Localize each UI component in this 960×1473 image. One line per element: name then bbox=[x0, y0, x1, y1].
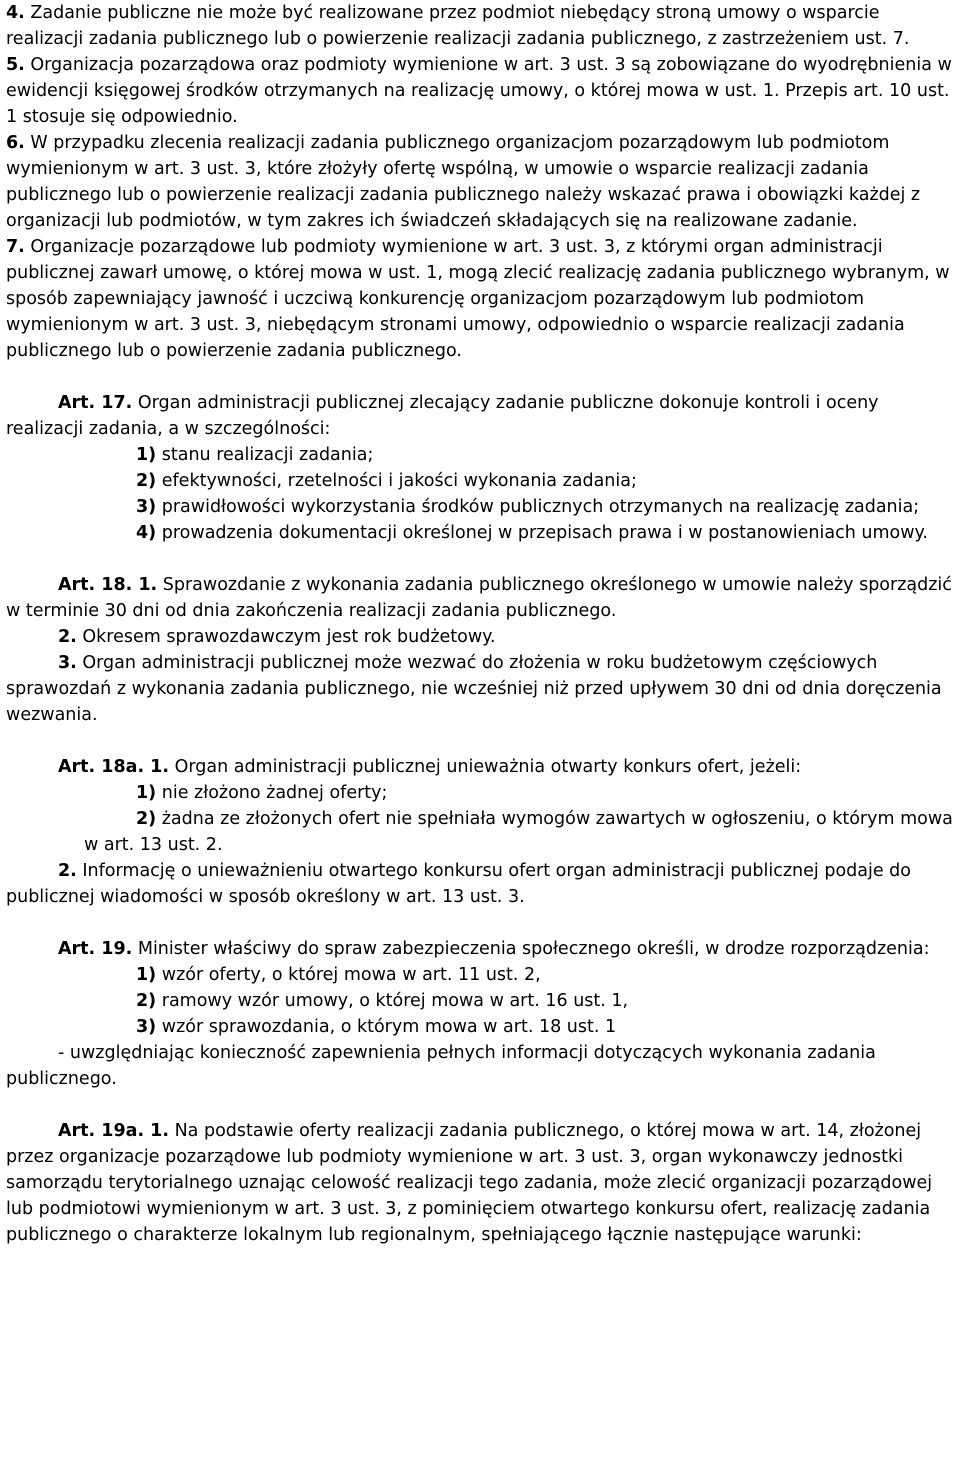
article-19a bbox=[6, 1118, 954, 1248]
article-text: Na podstawie oferty realizacji zadania publicznego, o której mowa w art. 14, złożonej przez organizacje pozarządowe lub podmioty wymienione w art. 3 ust. 3, organ wykonawczy jednostki samorządu terytorialnego uznając celowość realizacji tego zadania, może zlecić organizacji pozarządowej lub podmiotowi wymienionym w art. 3 ust. 3, z pominięciem otwartego konkursu ofert, realizację zadania publicznego o charakterze lokalnym lub regionalnym, spełniającego łącznie następujące warunki: bbox=[6, 1121, 933, 1245]
list-item: 1) nie złożono żadnej oferty; bbox=[136, 783, 388, 803]
article-label: Art. 18. 1. bbox=[58, 575, 158, 595]
list-item: 3) wzór sprawozdania, o którym mowa w art. 18 ust. 1 bbox=[136, 1017, 617, 1037]
paragraph-text: W przypadku zlecenia realizacji zadania publicznego organizacjom pozarządowym lub podmiotom wymienionym w art. 3 ust. 3, które złożyły ofertę wspólną, w umowie o wsparcie realizacji zadania publicznego lub o powierzenie realizacji zadania publicznego należy wskazać prawa i obowiązki każdej z organizacji lub podmiotów, w tym zakres ich świadczeń składających się na realizowane zadanie. bbox=[6, 133, 921, 231]
article-label: Art. 19a. 1. bbox=[58, 1121, 170, 1141]
paragraph-2: 2. Okresem sprawozdawczym jest rok budżetowy. bbox=[58, 627, 496, 647]
article-19 bbox=[6, 936, 954, 962]
paragraph-6 bbox=[6, 130, 954, 234]
article-text: Organ administracji publicznej zlecający zadanie publiczne dokonuje kontroli i oceny realizacji zadania, a w szczególności: bbox=[6, 393, 879, 439]
paragraph-2: 2. Informację o unieważnieniu otwartego konkursu ofert organ administracji publicznej podaje do publicznej wiadomości w sposób określony w art. 13 ust. 3. bbox=[6, 861, 911, 907]
article-label: Art. 17. bbox=[58, 393, 133, 413]
paragraph-number: 4. bbox=[6, 3, 25, 23]
article-label: Art. 18a. 1. bbox=[58, 757, 170, 777]
list-item: 1) stanu realizacji zadania; bbox=[136, 445, 374, 465]
article-text: Minister właściwy do spraw zabezpieczenia społecznego określi, w drodze rozporządzenia: bbox=[132, 939, 930, 959]
paragraph-number: 5. bbox=[6, 55, 25, 75]
paragraph-number: 6. bbox=[6, 133, 25, 153]
list-item: 2) ramowy wzór umowy, o której mowa w art. 16 ust. 1, bbox=[136, 991, 629, 1011]
paragraph-5 bbox=[6, 52, 954, 130]
article-text: Sprawozdanie z wykonania zadania publicznego określonego w umowie należy sporządzić w terminie 30 dni od dnia zakończenia realizacji zadania publicznego. bbox=[6, 575, 952, 621]
article-label: Art. 19. bbox=[58, 939, 133, 959]
paragraph-text: Organizacja pozarządowa oraz podmioty wymienione w art. 3 ust. 3 są zobowiązane do wyodrębnienia w ewidencji księgowej środków otrzymanych na realizację umowy, o której mowa w ust. 1. Przepis art. 10 ust. 1 stosuje się odpowiednio. bbox=[6, 55, 952, 127]
paragraph-4 bbox=[6, 0, 954, 52]
list-item: 2) efektywności, rzetelności i jakości wykonania zadania; bbox=[136, 471, 637, 491]
list-item: 1) wzór oferty, o której mowa w art. 11 ust. 2, bbox=[136, 965, 541, 985]
article-17 bbox=[6, 390, 954, 442]
paragraph-text: Zadanie publiczne nie może być realizowane przez podmiot niebędący stroną umowy o wsparcie realizacji zadania publicznego lub o powierzenie realizacji zadania publicznego, z zastrzeżeniem ust. 7. bbox=[6, 3, 910, 49]
paragraph-text: Organizacje pozarządowe lub podmioty wymienione w art. 3 ust. 3, z którymi organ administracji publicznej zawarł umowę, o której mowa w ust. 1, mogą zlecić realizację zadania publicznego wybranym, w sposób zapewniający jawność i uczciwą konkurencję organizacjom pozarządowym lub podmiotom wymienionym w art. 3 ust. 3, niebędącym stronami umowy, odpowiednio o wsparcie realizacji zadania publicznego lub o powierzenie zadania publicznego. bbox=[6, 237, 950, 361]
list-item: 3) prawidłowości wykorzystania środków publicznych otrzymanych na realizację zadania; bbox=[136, 497, 920, 517]
paragraph-3: 3. Organ administracji publicznej może wezwać do złożenia w roku budżetowym częściowych sprawozdań z wykonania zadania publicznego, nie wcześniej niż przed upływem 30 dni od dnia doręczenia wezwania. bbox=[6, 653, 942, 725]
article-18a bbox=[6, 754, 954, 780]
list-item: 4) prowadzenia dokumentacji określonej w przepisach prawa i w postanowieniach umowy. bbox=[136, 523, 928, 543]
article-18 bbox=[6, 572, 954, 624]
closing-text: - uwzględniając konieczność zapewnienia pełnych informacji dotyczących wykonania zadania publicznego. bbox=[6, 1043, 876, 1089]
paragraph-number: 7. bbox=[6, 237, 25, 257]
list-item: 2) żadna ze złożonych ofert nie spełniała wymogów zawartych w ogłoszeniu, o którym mowa w art. 13 ust. 2. bbox=[84, 809, 953, 855]
paragraph-7 bbox=[6, 234, 954, 364]
article-text: Organ administracji publicznej unieważnia otwarty konkurs ofert, jeżeli: bbox=[169, 757, 802, 777]
